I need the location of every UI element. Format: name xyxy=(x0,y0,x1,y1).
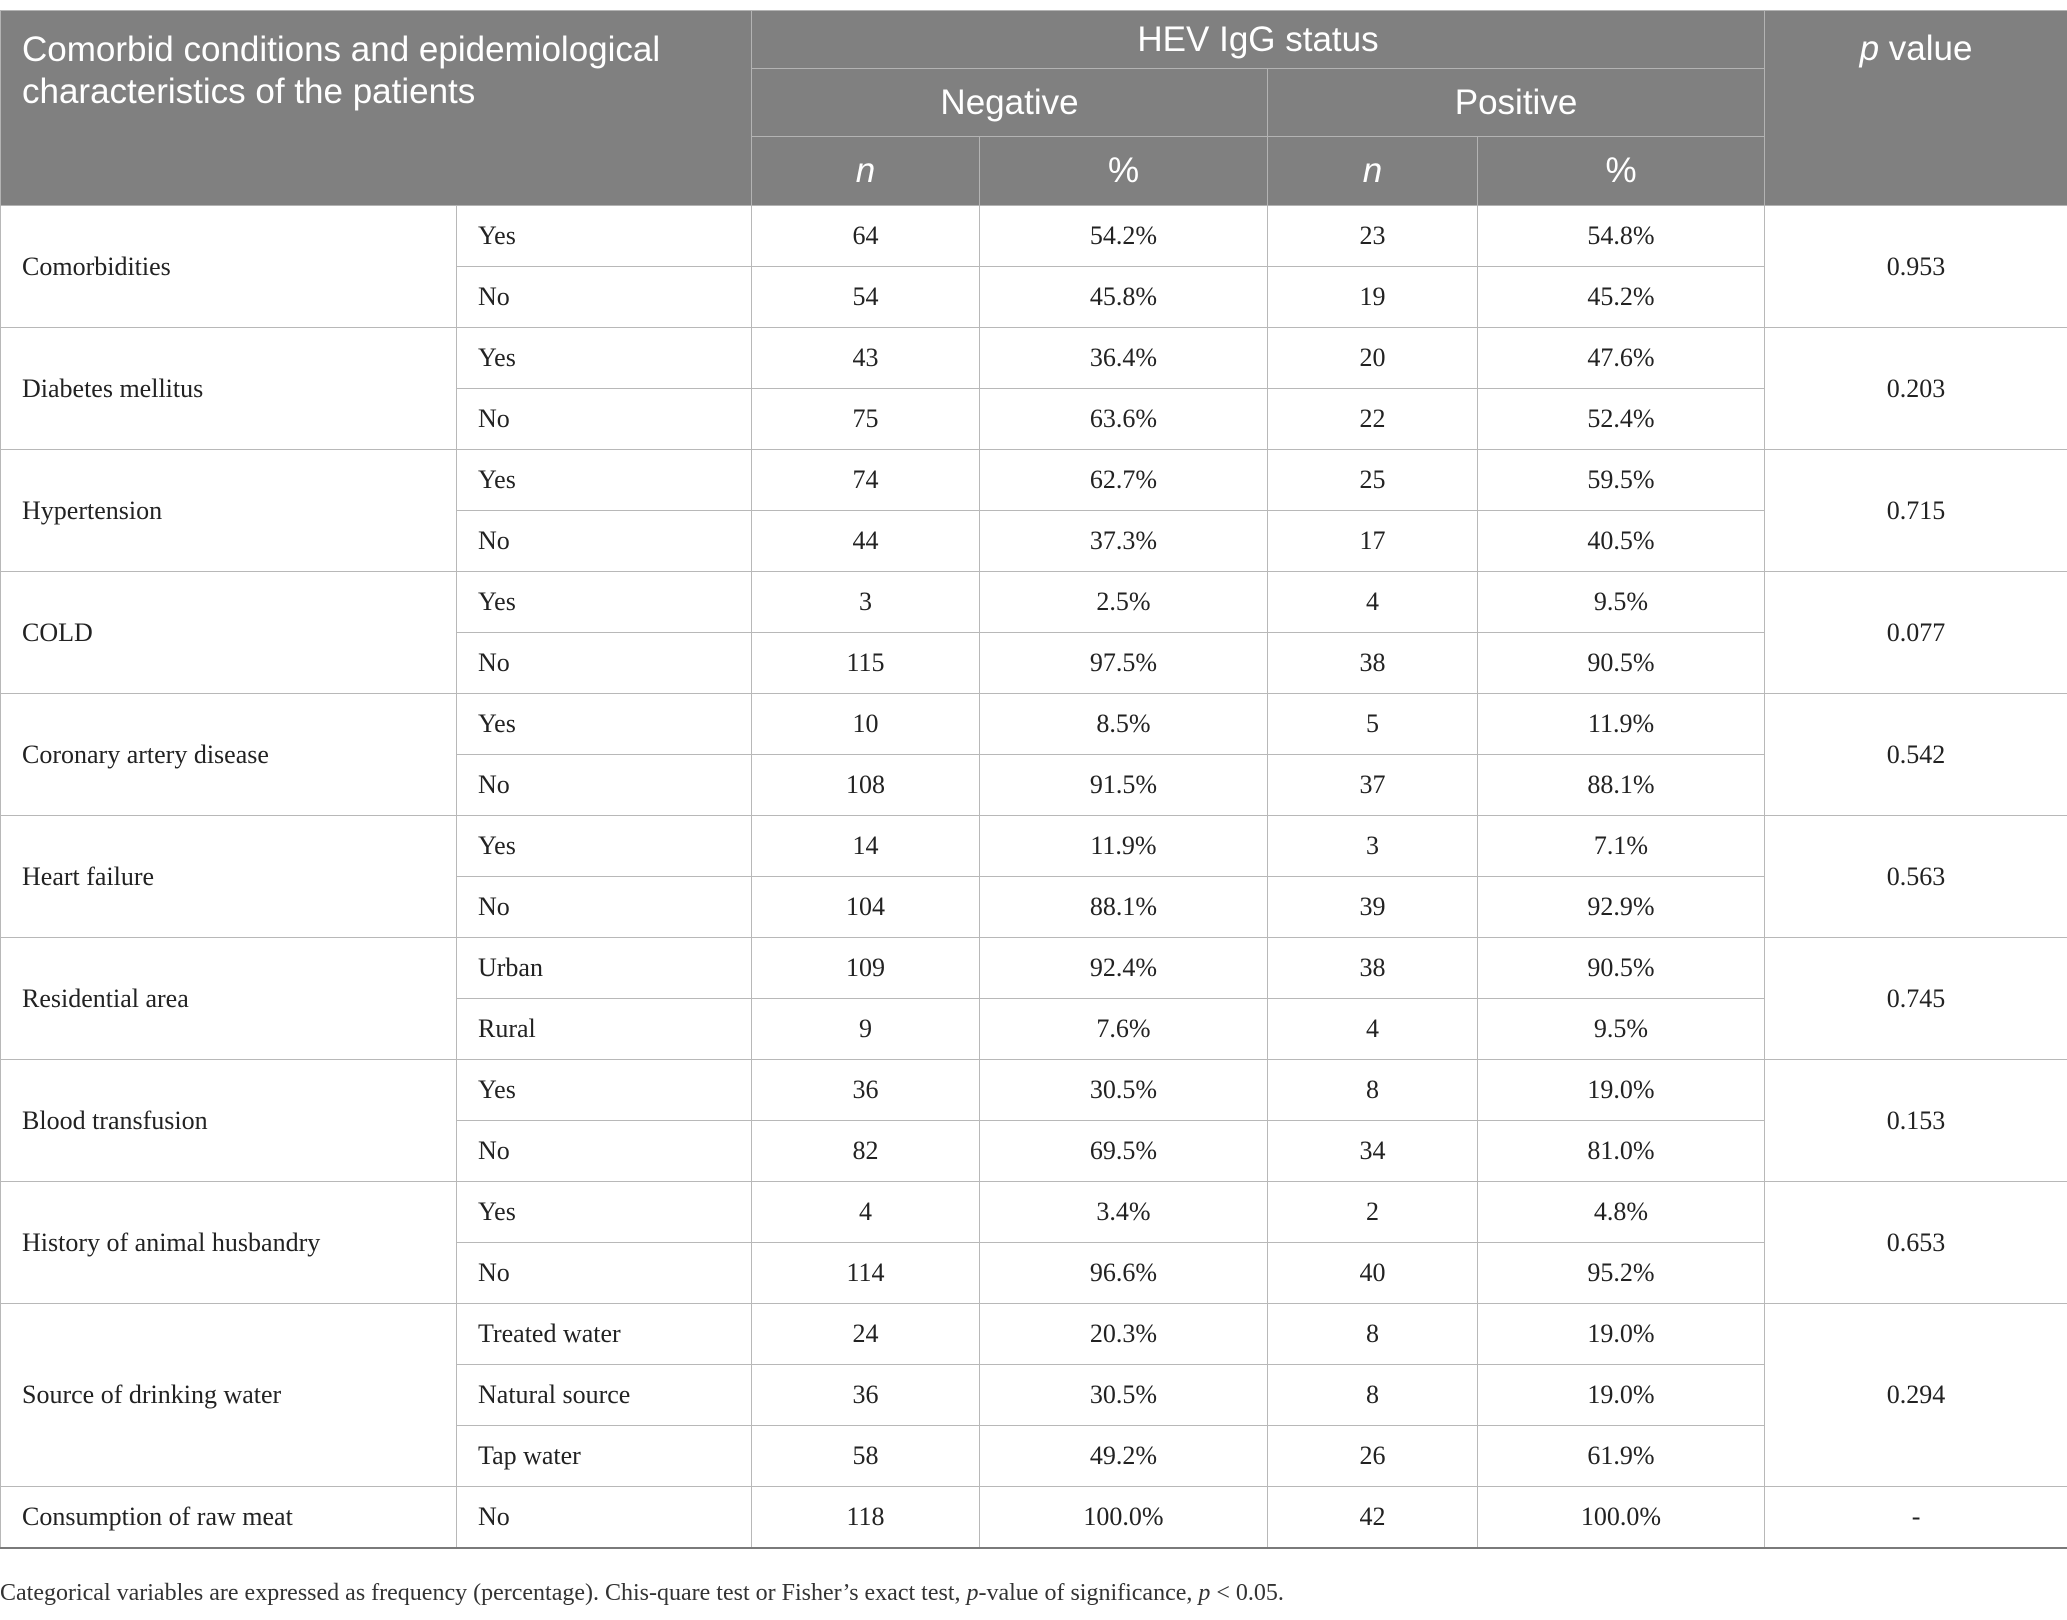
positive-percent-cell: 100.0% xyxy=(1478,1487,1765,1549)
positive-percent-cell: 54.8% xyxy=(1478,206,1765,267)
negative-percent-cell: 62.7% xyxy=(980,450,1268,511)
p-value-label: value xyxy=(1879,29,1973,68)
category-label: Yes xyxy=(457,572,752,633)
header-negative: Negative xyxy=(752,69,1268,137)
positive-n-cell: 8 xyxy=(1268,1304,1478,1365)
positive-n-cell: 42 xyxy=(1268,1487,1478,1549)
positive-percent-cell: 95.2% xyxy=(1478,1243,1765,1304)
negative-percent-cell: 97.5% xyxy=(980,633,1268,694)
condition-label: Heart failure xyxy=(1,816,457,938)
p-symbol: p xyxy=(1859,29,1880,68)
negative-n-cell: 75 xyxy=(752,389,980,450)
category-label: No xyxy=(457,389,752,450)
header-hev-igg-status: HEV IgG status xyxy=(752,11,1765,69)
table-row xyxy=(1,1182,2067,1243)
positive-percent-cell: 59.5% xyxy=(1478,450,1765,511)
negative-percent-cell: 100.0% xyxy=(980,1487,1268,1549)
condition-label: Consumption of raw meat xyxy=(1,1487,457,1549)
condition-label: Comorbidities xyxy=(1,206,457,328)
negative-percent-cell: 36.4% xyxy=(980,328,1268,389)
category-label: No xyxy=(457,755,752,816)
category-label: No xyxy=(457,1487,752,1549)
header-p-value xyxy=(1765,11,2067,206)
positive-percent-cell: 52.4% xyxy=(1478,389,1765,450)
negative-percent-cell: 7.6% xyxy=(980,999,1268,1060)
positive-percent-cell: 81.0% xyxy=(1478,1121,1765,1182)
positive-percent-cell: 92.9% xyxy=(1478,877,1765,938)
positive-percent-cell: 4.8% xyxy=(1478,1182,1765,1243)
table-body xyxy=(1,206,2067,1549)
positive-n-cell: 38 xyxy=(1268,938,1478,999)
negative-percent-cell: 3.4% xyxy=(980,1182,1268,1243)
positive-n-cell: 34 xyxy=(1268,1121,1478,1182)
p-value-cell: 0.077 xyxy=(1765,572,2067,694)
table-row xyxy=(1,206,2067,267)
category-label: Yes xyxy=(457,206,752,267)
negative-n-cell: 109 xyxy=(752,938,980,999)
positive-n-cell: 2 xyxy=(1268,1182,1478,1243)
negative-percent-cell: 88.1% xyxy=(980,877,1268,938)
category-label: Yes xyxy=(457,328,752,389)
p-value-cell: - xyxy=(1765,1487,2067,1549)
table-row xyxy=(1,694,2067,755)
condition-label: History of animal husbandry xyxy=(1,1182,457,1304)
condition-label: COLD xyxy=(1,572,457,694)
negative-n-cell: 4 xyxy=(752,1182,980,1243)
positive-percent-cell: 61.9% xyxy=(1478,1426,1765,1487)
positive-percent-cell: 45.2% xyxy=(1478,267,1765,328)
negative-percent-cell: 45.8% xyxy=(980,267,1268,328)
negative-n-cell: 54 xyxy=(752,267,980,328)
p-value-cell: 0.715 xyxy=(1765,450,2067,572)
negative-n-cell: 118 xyxy=(752,1487,980,1549)
positive-n-cell: 23 xyxy=(1268,206,1478,267)
negative-n-cell: 64 xyxy=(752,206,980,267)
positive-percent-cell: 90.5% xyxy=(1478,633,1765,694)
table-row xyxy=(1,816,2067,877)
category-label: No xyxy=(457,267,752,328)
category-label: Treated water xyxy=(457,1304,752,1365)
positive-n-cell: 25 xyxy=(1268,450,1478,511)
negative-percent-cell: 20.3% xyxy=(980,1304,1268,1365)
category-label: No xyxy=(457,633,752,694)
category-label: No xyxy=(457,877,752,938)
negative-percent-cell: 92.4% xyxy=(980,938,1268,999)
table-row xyxy=(1,1304,2067,1365)
positive-n-cell: 8 xyxy=(1268,1365,1478,1426)
positive-n-cell: 8 xyxy=(1268,1060,1478,1121)
condition-label: Hypertension xyxy=(1,450,457,572)
negative-n-cell: 114 xyxy=(752,1243,980,1304)
category-label: Yes xyxy=(457,1182,752,1243)
positive-n-cell: 26 xyxy=(1268,1426,1478,1487)
negative-n-cell: 10 xyxy=(752,694,980,755)
positive-percent-cell: 90.5% xyxy=(1478,938,1765,999)
positive-percent-cell: 19.0% xyxy=(1478,1060,1765,1121)
positive-percent-cell: 7.1% xyxy=(1478,816,1765,877)
condition-label: Diabetes mellitus xyxy=(1,328,457,450)
positive-percent-cell: 9.5% xyxy=(1478,999,1765,1060)
positive-n-cell: 38 xyxy=(1268,633,1478,694)
positive-n-cell: 17 xyxy=(1268,511,1478,572)
negative-percent-cell: 30.5% xyxy=(980,1060,1268,1121)
table-header xyxy=(1,11,2067,206)
negative-n-cell: 115 xyxy=(752,633,980,694)
negative-n-cell: 14 xyxy=(752,816,980,877)
positive-n-cell: 19 xyxy=(1268,267,1478,328)
header-positive: Positive xyxy=(1268,69,1765,137)
category-label: No xyxy=(457,1121,752,1182)
negative-percent-cell: 96.6% xyxy=(980,1243,1268,1304)
negative-percent-cell: 2.5% xyxy=(980,572,1268,633)
negative-n-cell: 36 xyxy=(752,1060,980,1121)
negative-n-cell: 44 xyxy=(752,511,980,572)
positive-percent-cell: 11.9% xyxy=(1478,694,1765,755)
category-label: Yes xyxy=(457,816,752,877)
category-label: Yes xyxy=(457,450,752,511)
table-footnote: Categorical variables are expressed as frequency (percentage). Chis-quare test or Fisher’s exact test, p-value of significance, p < 0.05. xyxy=(0,1580,1284,1606)
header-negative-percent: % xyxy=(980,137,1268,206)
table-row xyxy=(1,938,2067,999)
p-value-cell: 0.653 xyxy=(1765,1182,2067,1304)
p-value-cell: 0.542 xyxy=(1765,694,2067,816)
negative-percent-cell: 69.5% xyxy=(980,1121,1268,1182)
header-title: Comorbid conditions and epidemiological characteristics of the patients xyxy=(1,11,752,206)
table-row xyxy=(1,1060,2067,1121)
negative-n-cell: 36 xyxy=(752,1365,980,1426)
negative-percent-cell: 54.2% xyxy=(980,206,1268,267)
condition-label: Blood transfusion xyxy=(1,1060,457,1182)
positive-percent-cell: 19.0% xyxy=(1478,1304,1765,1365)
negative-n-cell: 24 xyxy=(752,1304,980,1365)
positive-n-cell: 40 xyxy=(1268,1243,1478,1304)
positive-percent-cell: 40.5% xyxy=(1478,511,1765,572)
category-label: Rural xyxy=(457,999,752,1060)
negative-n-cell: 82 xyxy=(752,1121,980,1182)
category-label: Yes xyxy=(457,1060,752,1121)
category-label: Natural source xyxy=(457,1365,752,1426)
category-label: Yes xyxy=(457,694,752,755)
category-label: No xyxy=(457,1243,752,1304)
p-value-cell: 0.953 xyxy=(1765,206,2067,328)
header-negative-n: n xyxy=(752,137,980,206)
positive-percent-cell: 19.0% xyxy=(1478,1365,1765,1426)
negative-n-cell: 43 xyxy=(752,328,980,389)
condition-label: Residential area xyxy=(1,938,457,1060)
positive-n-cell: 4 xyxy=(1268,572,1478,633)
category-label: Urban xyxy=(457,938,752,999)
data-table xyxy=(0,10,2067,1549)
negative-n-cell: 108 xyxy=(752,755,980,816)
p-value-cell: 0.203 xyxy=(1765,328,2067,450)
p-value-cell: 0.294 xyxy=(1765,1304,2067,1487)
negative-n-cell: 9 xyxy=(752,999,980,1060)
header-positive-n: n xyxy=(1268,137,1478,206)
table-row xyxy=(1,1487,2067,1549)
negative-percent-cell: 63.6% xyxy=(980,389,1268,450)
negative-percent-cell: 37.3% xyxy=(980,511,1268,572)
table-row xyxy=(1,572,2067,633)
positive-n-cell: 22 xyxy=(1268,389,1478,450)
negative-percent-cell: 91.5% xyxy=(980,755,1268,816)
negative-n-cell: 74 xyxy=(752,450,980,511)
negative-n-cell: 3 xyxy=(752,572,980,633)
negative-n-cell: 104 xyxy=(752,877,980,938)
category-label: Tap water xyxy=(457,1426,752,1487)
positive-n-cell: 37 xyxy=(1268,755,1478,816)
negative-percent-cell: 49.2% xyxy=(980,1426,1268,1487)
positive-percent-cell: 88.1% xyxy=(1478,755,1765,816)
p-value-cell: 0.745 xyxy=(1765,938,2067,1060)
category-label: No xyxy=(457,511,752,572)
positive-n-cell: 3 xyxy=(1268,816,1478,877)
p-value-cell: 0.153 xyxy=(1765,1060,2067,1182)
positive-n-cell: 5 xyxy=(1268,694,1478,755)
positive-percent-cell: 47.6% xyxy=(1478,328,1765,389)
negative-percent-cell: 11.9% xyxy=(980,816,1268,877)
p-value-cell: 0.563 xyxy=(1765,816,2067,938)
positive-n-cell: 4 xyxy=(1268,999,1478,1060)
header-positive-percent: % xyxy=(1478,137,1765,206)
positive-percent-cell: 9.5% xyxy=(1478,572,1765,633)
table-row xyxy=(1,450,2067,511)
condition-label: Source of drinking water xyxy=(1,1304,457,1487)
negative-percent-cell: 8.5% xyxy=(980,694,1268,755)
condition-label: Coronary artery disease xyxy=(1,694,457,816)
negative-n-cell: 58 xyxy=(752,1426,980,1487)
negative-percent-cell: 30.5% xyxy=(980,1365,1268,1426)
positive-n-cell: 39 xyxy=(1268,877,1478,938)
positive-n-cell: 20 xyxy=(1268,328,1478,389)
table-row xyxy=(1,328,2067,389)
